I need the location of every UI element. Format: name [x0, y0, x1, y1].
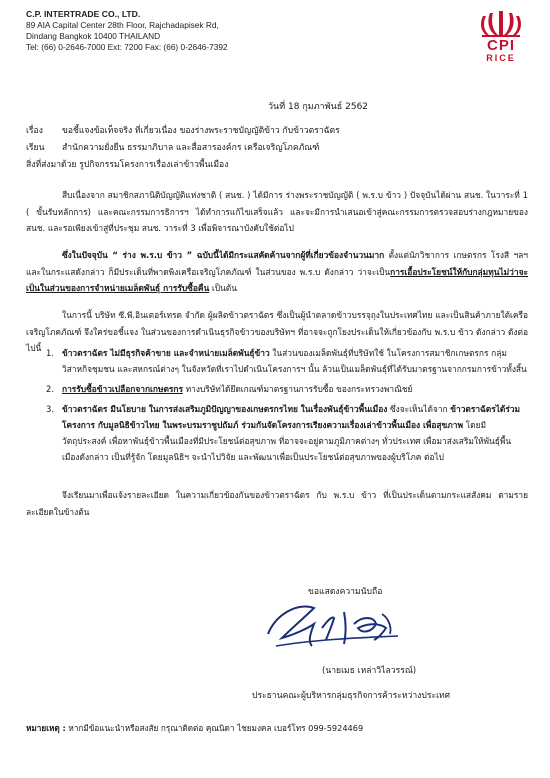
rice-sheaf-icon [462, 8, 540, 38]
list-item [46, 345, 528, 379]
closing-salutation: ขอแสดงความนับถือ [308, 587, 383, 597]
paragraph-1-text: สืบเนื่องจาก สมาชิกสภานิติบัญญัติแห่งชาติ ( สนช. ) ได้มีการ ร่างพระราชบัญญัติ ( พ.ร.บ ข้าว ) ปัจจุบันได้ผ่าน สนช. ในวาระที่ 1 ( ขั้นรับหลักการ) และคณะกรรมการธิการฯ ได้ทำการแก้ไขเสร็จแล้ว และจะมีการนำเสนอเข้าสู่คณะกรรมการตรวจสอบร่างกฎหมายของ สนช. และรอเพียงเข้าสู่ที่ประชุม สนช. วาระที่ 3 เพื่อพิจารณาบังคับใช้ต่อไป [26, 190, 528, 233]
paragraph-4-text: จึงเรียนมาเพื่อแจ้งรายละเอียด ในความเกี่ยวข้องกันของข้าวตราฉัตร กับ พ.ร.บ ข้าว ที่เป็นประเด็นตามกระแสสังคม ตามรายละเอียดในข้างต้น [26, 490, 528, 517]
recipient-line [26, 142, 319, 155]
paragraph-2-end: เป็นต้น [209, 283, 237, 293]
contact-line: Tel: (66) 0-2646-7000 Ext: 7200 Fax: (66) 0-2646-7392 [26, 42, 228, 52]
footnote-text: หากมีข้อแนะนำหรือสงสัย กรุณาติดต่อ คุณนิดา ไชยมงคล เบอร์โทร 099-5924469 [65, 723, 364, 733]
recipient-text: สำนักความยั่งยืน ธรรมาภิบาล และสื่อสารองค์กร เครือเจริญโภคภัณฑ์ [62, 143, 320, 153]
subject-text: ขอชี้แจงข้อเท็จจริง ที่เกี่ยวเนื่อง ของร่างพระราชบัญญัติข้าว กับข้าวตราฉัตร [62, 126, 340, 136]
letter-date: วันที่ 18 กุมภาพันธ์ 2562 [268, 102, 369, 112]
list-item-text-3: โดยมีวัตถุประสงค์ เพื่อหาพันธุ์ข้าวพื้นเมืองที่มีประโยชน์ต่อสุขภาพ ที่อาจจะอยู่ตามภูมิภาคต่างๆ ทั่วประเทศ เพื่อมาส่งเสริมให้พันธุ์พื้นเมืองดังกล่าว เป็นที่รู้จัก โดยมูลนิธิฯ จะนำไปวิจัย และพัฒนาเพื่อเป็นประโยชน์ต่อสุขภาพของผู้บริโภค ต่อไป [62, 420, 512, 462]
logo-brand: CPI [486, 37, 515, 54]
letterhead [26, 9, 228, 53]
list-item [46, 381, 528, 399]
footnote-label: หมายเหตุ : [26, 723, 66, 733]
paragraph-2 [26, 247, 528, 297]
list-item-bold-2: ข้าวตราฉัตรได้ร่วมโครงการ กับมูลนิธิข้าวไทย ในพระบรมราชูปถัมภ์ [62, 404, 521, 430]
handwritten-signature [262, 594, 412, 654]
company-name: C.P. INTERTRADE CO., LTD. [26, 9, 141, 19]
logo-subtitle: RICE [486, 53, 516, 63]
list-item-text-2: ร่วมกันจัดโครงการเรียงความเรื่องเล่าข้าวพื้นเมือง เพื่อสุขภาพ [238, 420, 464, 430]
paragraph-2-highlight: การเอื้อประโยชน์ให้กับกลุ่มทุนไม่ว่าจะเป็นในส่วนของการจำหน่ายเมล็ดพันธุ์ การรับซื้อคืน [26, 266, 528, 293]
list-item-text: ซึ่งจะเห็นได้จาก [387, 404, 451, 414]
list-item-number: 3. [46, 404, 54, 414]
paragraph-2-mid: ตั้งแต่นักวิชาการ เกษตรกร โรงสี ฯลฯ และในกระแสดังกล่าว ก็มีประเด็นที่พาดพิงเครือเจริญโภคภัณฑ์ ในส่วนของ พ.ร.บ ดังกล่าว ว่าจะเป็น [26, 250, 528, 277]
list-item-text: ในส่วนของเมล็ดพันธุ์ที่บริษัทใช้ ในโครงการสมาชิกเกษตรกร กลุ่มวิสาหกิจชุมชน และสหกรณ์ต่างๆ ในจังหวัดที่เราไปดำเนินโครงการฯ นั้น ล้วนเป็นเมล็ดพันธุ์ที่ได้รับมาตรฐานจากกรมการข้าวทั้งสิ้น [62, 348, 527, 374]
list-item-bold: ข้าวตราฉัตร ไม่มีธุรกิจค้าขาย และจำหน่ายเมล็ดพันธุ์ข้าว [62, 348, 270, 358]
footnote [26, 722, 363, 735]
paragraph-2-bold-start: ซึ่งในปัจจุบัน “ ร่าง พ.ร.บ ข้าว ” ฉบับนี้ได้มีกระแสคัดค้านจากผู้ที่เกี่ยวข้องจำนวนมาก [62, 250, 385, 260]
paragraph-3-text: ในการนี้ บริษัท ซี.พี.อินเตอร์เทรด จำกัด ผู้ผลิตข้าวตราฉัตร ซึ่งเป็นผู้นำตลาดข้าวบรรจุถุงในประเทศไทย และเป็นสินค้าภายใต้เครือเจริญโภคภัณฑ์ จึงใคร่ขอชี้แจง ในส่วนของการดำเนินธุรกิจข้าวของบริษัทฯ ที่อาจจะถูกโยงประเด็นให้เกี่ยวข้องกับ พ.ร.บ ข้าว ดังกล่าว ดังต่อไปนี้ [26, 310, 528, 353]
paragraph-1 [26, 187, 528, 237]
list-item-number: 1. [46, 348, 54, 358]
list-item [46, 401, 528, 481]
recipient-label: เรียน [26, 143, 45, 153]
address-line-2: Dindang Bangkok 10400 THAILAND [26, 31, 161, 41]
paragraph-4 [26, 487, 528, 520]
cpi-rice-logo [462, 8, 540, 66]
list-item-bold: การรับซื้อข้าวเปลือกจากเกษตรกร [62, 384, 183, 394]
list-item-text: ทางบริษัทได้ยึดเกณฑ์มาตรฐานการรับซื้อ ของกระทรวงพาณิชย์ [182, 384, 413, 394]
signatory-name: (นายเมธ เหล่าวิไลวรรณ์) [322, 666, 417, 676]
list-item-number: 2. [46, 384, 54, 394]
subject-label: เรื่อง [26, 126, 43, 136]
subject-line [26, 125, 340, 138]
attachment-line: สิ่งที่ส่งมาด้วย รูปกิจกรรมโครงการเรื่องเล่าข้าวพื้นเมือง [26, 160, 229, 170]
list-item-bold: ข้าวตราฉัตร มีนโยบาย ในการส่งเสริมภูมิปัญญาของเกษตรกรไทย ในเรื่องพันธุ์ข้าวพื้นเมือง [62, 404, 388, 414]
address-line-1: 89 AIA Capital Center 28th Floor, Rajchadapisek Rd, [26, 20, 219, 30]
signatory-title: ประธานคณะผู้บริหารกลุ่มธุรกิจการค้าระหว่างประเทศ [252, 691, 451, 701]
